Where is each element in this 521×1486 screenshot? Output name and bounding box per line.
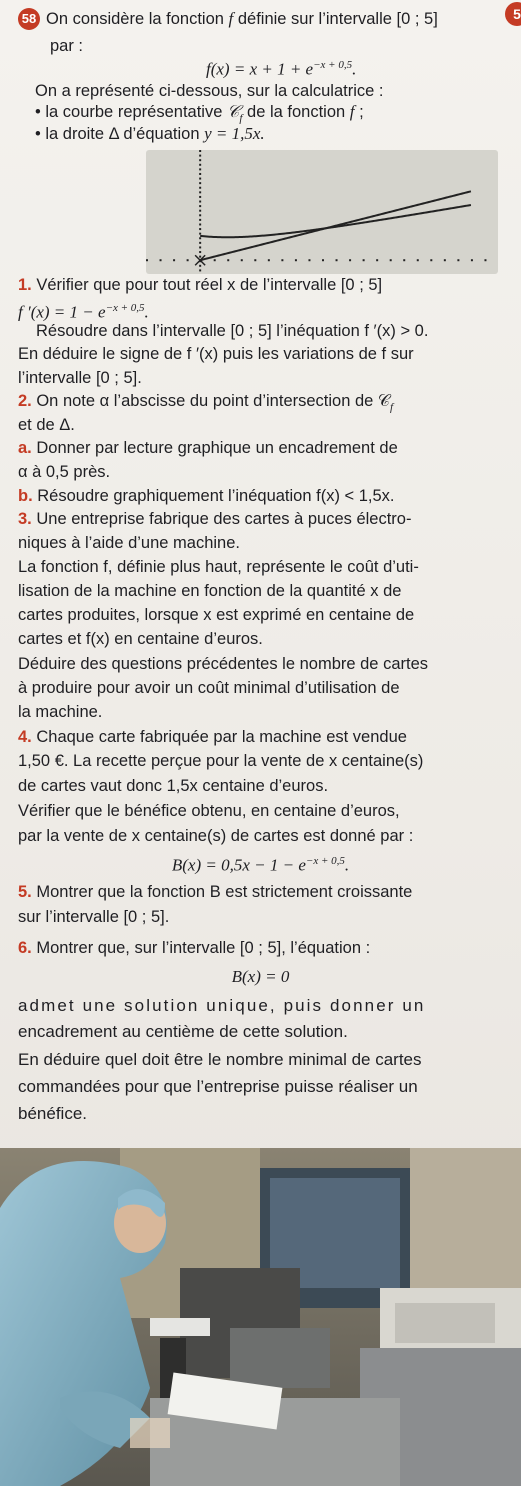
y-axis-tick xyxy=(199,219,201,221)
x-axis-tick xyxy=(295,259,297,261)
x-axis-tick xyxy=(160,259,162,261)
x-axis-tick xyxy=(308,259,310,261)
y-axis-tick xyxy=(199,242,201,244)
x-axis-tick xyxy=(227,259,229,261)
y-axis-tick xyxy=(199,223,201,225)
bullet-line: • la droite Δ d’équation y = 1,5x. xyxy=(35,124,265,143)
q3-line-2: niques à l’aide d’une machine. xyxy=(18,534,240,552)
x-axis-tick xyxy=(471,259,473,261)
y-axis-tick xyxy=(199,196,201,198)
x-axis-tick xyxy=(430,259,432,261)
q3-line-9: la machine. xyxy=(18,703,103,721)
x-axis-tick xyxy=(390,259,392,261)
y-axis-tick xyxy=(199,150,201,152)
y-axis-tick xyxy=(199,237,201,239)
x-axis-tick xyxy=(457,259,459,261)
y-axis-tick xyxy=(199,233,201,235)
curve-cf xyxy=(200,205,471,237)
q3-line-8: à produire pour avoir un coût minimal d’utilisation de xyxy=(18,679,400,697)
y-axis-tick xyxy=(199,155,201,157)
x-axis-tick xyxy=(484,259,486,261)
q3-line-4: lisation de la machine en fonction de la quantité x de xyxy=(18,582,402,600)
line-delta xyxy=(200,191,471,260)
lab-technician-photo xyxy=(0,1148,521,1486)
x-axis-tick xyxy=(417,259,419,261)
q2a-line-1: a. Donner par lecture graphique un encadrement de xyxy=(18,439,398,457)
function-formula: $f(x) = x + 1 + e^{-x + 0,5}$. xyxy=(206,59,357,79)
y-axis-tick xyxy=(199,251,201,253)
y-axis-tick xyxy=(199,205,201,207)
q2a-line-2: α à 0,5 près. xyxy=(18,463,111,481)
q6-line-1: 6. Montrer que, sur l’intervalle [0 ; 5], l’équation : xyxy=(18,939,371,957)
q4-profit-formula: $B(x) = 0,5x - 1 - e^{-x + 0,5}$. xyxy=(171,855,350,875)
q5-line-1: 5. Montrer que la fonction B est strictement croissante xyxy=(18,883,413,901)
q3-line-3: La fonction f, définie plus haut, représente le coût d’uti- xyxy=(18,558,419,576)
x-axis-tick xyxy=(281,259,283,261)
corner-exercise-badge: 5 xyxy=(505,2,521,26)
x-axis-tick xyxy=(241,259,243,261)
x-axis-tick xyxy=(444,259,446,261)
x-axis-tick xyxy=(349,259,351,261)
q1-derivative: f $'(x) = 1 - e^{-x + 0,5}$. xyxy=(18,302,149,322)
graph-axes xyxy=(146,150,498,274)
q1-line-1: 1. Vérifier que pour tout réel x de l’intervalle [0 ; 5] xyxy=(18,276,383,294)
x-axis-tick xyxy=(214,259,216,261)
exercise-number-badge: 58 xyxy=(18,8,40,30)
y-axis-tick xyxy=(199,159,201,161)
q4-line-4: Vérifier que le bénéfice obtenu, en centaine d’euros, xyxy=(18,802,400,820)
y-axis-tick xyxy=(199,182,201,184)
par-label: par : xyxy=(50,37,84,55)
q2-line-2: et de Δ. xyxy=(18,416,75,434)
x-axis-tick xyxy=(363,259,365,261)
q6-line-3: encadrement au centième de cette solution. xyxy=(18,1022,348,1041)
x-axis-tick xyxy=(254,259,256,261)
y-axis-tick xyxy=(199,168,201,170)
y-axis-tick xyxy=(199,246,201,248)
exercise-heading: 58 On considère la fonction f définie sur l’intervalle [0 ; 5] xyxy=(18,8,509,30)
y-axis-tick xyxy=(199,228,201,230)
bullet-curve: • la courbe représentative 𝒞$_f$ de la fonction f ; xyxy=(35,102,364,125)
calculator-graph xyxy=(146,150,498,274)
x-axis-tick xyxy=(322,259,324,261)
q2-line-1: 2. On note α l’abscisse du point d’intersection de 𝒞$_f$ xyxy=(18,392,394,414)
calc-sentence: On a représenté ci-dessous, sur la calculatrice : xyxy=(35,82,384,100)
y-axis-tick xyxy=(199,210,201,212)
y-axis-tick xyxy=(199,173,201,175)
lab-scene-illustration xyxy=(0,1148,521,1486)
q1-line-5: l’intervalle [0 ; 5]. xyxy=(18,369,142,387)
q6-line-4: En déduire quel doit être le nombre minimal de cartes xyxy=(18,1050,422,1069)
y-axis-tick xyxy=(199,191,201,193)
y-axis-tick xyxy=(199,269,201,271)
q4-line-1: 4. Chaque carte fabriquée par la machine est vendue xyxy=(18,728,407,746)
y-axis-tick xyxy=(199,178,201,180)
x-axis-tick xyxy=(336,259,338,261)
q1-line-4: En déduire le signe de f ′(x) puis les variations de f sur xyxy=(18,345,414,363)
x-axis-tick xyxy=(403,259,405,261)
q4-line-2: 1,50 €. La recette perçue pour la vente de x centaine(s) xyxy=(18,752,424,770)
q1-line-3: Résoudre dans l’intervalle [0 ; 5] l’inéquation f ′(x) > 0. xyxy=(36,322,429,340)
q6-line-5: commandées pour que l’entreprise puisse réaliser un xyxy=(18,1077,418,1096)
q3-line-7: Déduire des questions précédentes le nombre de cartes xyxy=(18,655,428,673)
y-axis-tick xyxy=(199,256,201,258)
q3-line-5: cartes produites, lorsque x est exprimé en centaine de xyxy=(18,606,415,624)
q3-line-6: cartes et f(x) en centaine d’euros. xyxy=(18,630,263,648)
calculator-screen xyxy=(146,150,498,274)
y-axis-tick xyxy=(199,201,201,203)
q3-line-1: 3. Une entreprise fabrique des cartes à puces électro- xyxy=(18,510,412,528)
q6-line-2: admet une solution unique, puis donner un xyxy=(18,996,426,1015)
x-axis-tick xyxy=(268,259,270,261)
y-axis-tick xyxy=(199,265,201,267)
q4-line-3: de cartes vaut donc 1,5x centaine d’euros. xyxy=(18,777,329,795)
x-axis-tick xyxy=(146,259,148,261)
q6-equation: B(x) = 0 xyxy=(231,967,290,986)
q6-line-6: bénéfice. xyxy=(18,1104,87,1123)
x-axis-tick xyxy=(376,259,378,261)
x-axis-tick xyxy=(173,259,175,261)
y-axis-tick xyxy=(199,214,201,216)
q2b-line: b. Résoudre graphiquement l’inéquation f(x) < 1,5x. xyxy=(18,487,395,505)
q5-line-2: sur l’intervalle [0 ; 5]. xyxy=(18,908,170,926)
x-axis-tick xyxy=(187,259,189,261)
q4-line-5: par la vente de x centaine(s) de cartes est donné par : xyxy=(18,827,414,845)
y-axis-tick xyxy=(199,164,201,166)
y-axis-tick xyxy=(199,187,201,189)
